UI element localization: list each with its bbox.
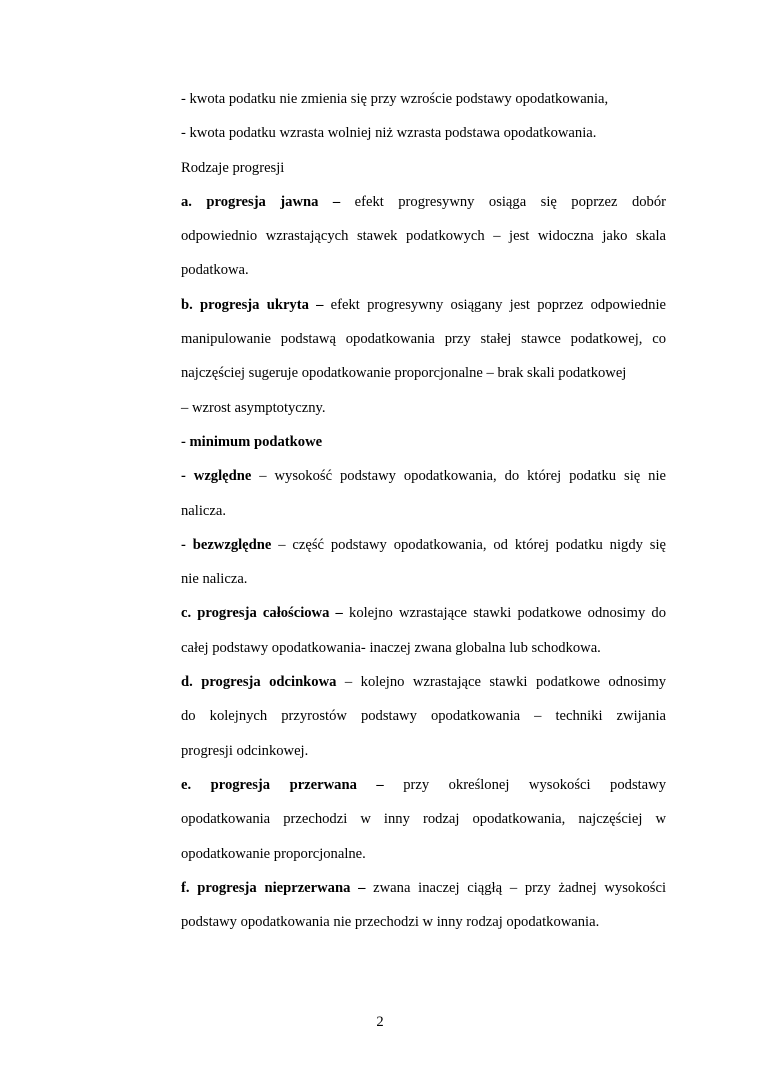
text-line: - kwota podatku wzrasta wolniej niż wzrasta podstawa opodatkowania. <box>181 125 597 142</box>
bezwzgledne-term: - bezwzględne <box>181 536 272 553</box>
page-number: 2 <box>376 1014 384 1030</box>
item-e-line: e. progresja przerwana – przy określonej wysokości podstawy <box>181 776 666 793</box>
item-d-term: d. progresja odcinkowa <box>181 674 337 691</box>
item-b-line: b. progresja ukryta – efekt progresywny osiągany jest poprzez odpowiednie <box>181 296 667 313</box>
item-d-line: d. progresja odcinkowa – kolejno wzrastające stawki podatkowe odnosimy <box>181 674 666 691</box>
wzgledne-line: nalicza. <box>181 502 226 519</box>
item-d-line: do kolejnych przyrostów podstawy opodatkowania – techniki zwijania <box>181 708 666 725</box>
item-c-term: c. progresja całościowa – <box>181 605 343 622</box>
bezwzgledne-line: nie nalicza. <box>181 571 248 588</box>
section-heading: Rodzaje progresji <box>181 159 285 176</box>
subheading-minimum: - minimum podatkowe <box>181 433 323 450</box>
wzgledne-line: - względne – wysokość podstawy opodatkowania, do której podatku się nie <box>181 468 666 485</box>
item-a-term: a. progresja jawna – <box>181 193 341 210</box>
item-b-line: manipulowanie podstawą opodatkowania przy stałej stawce podatkowej, co <box>181 331 666 348</box>
document-body <box>181 87 666 944</box>
item-b-line: najczęściej sugeruje opodatkowanie proporcjonalne – brak skali podatkowej <box>181 365 627 382</box>
wzgledne-term: - względne <box>181 468 252 485</box>
item-c-line: c. progresja całościowa – kolejno wzrastające stawki podatkowe odnosimy do <box>181 605 666 622</box>
item-f-line: podstawy opodatkowania nie przechodzi w inny rodzaj opodatkowania. <box>181 914 600 931</box>
item-a-line: podatkowa. <box>181 262 249 279</box>
item-b-line: – wzrost asymptotyczny. <box>181 399 326 416</box>
item-e-term: e. progresja przerwana – <box>181 776 384 793</box>
item-a-line: a. progresja jawna – efekt progresywny osiąga się poprzez dobór <box>181 193 666 210</box>
item-a-line: odpowiednio wzrastających stawek podatkowych – jest widoczna jako skala <box>181 228 666 245</box>
item-d-line: progresji odcinkowej. <box>181 742 309 759</box>
item-f-term: f. progresja nieprzerwana – <box>181 879 366 896</box>
text-line: - kwota podatku nie zmienia się przy wzroście podstawy opodatkowania, <box>181 91 609 107</box>
item-e-line: opodatkowania przechodzi w inny rodzaj opodatkowania, najczęściej w <box>181 811 666 828</box>
item-c-line: całej podstawy opodatkowania- inaczej zwana globalna lub schodkowa. <box>181 639 601 656</box>
item-b-term: b. progresja ukryta – <box>181 296 324 313</box>
item-f-line: f. progresja nieprzerwana – zwana inaczej ciągłą – przy żadnej wysokości <box>181 879 666 896</box>
bezwzgledne-line: - bezwzględne – część podstawy opodatkowania, od której podatku nigdy się <box>181 536 666 553</box>
item-e-line: opodatkowanie proporcjonalne. <box>181 845 366 862</box>
